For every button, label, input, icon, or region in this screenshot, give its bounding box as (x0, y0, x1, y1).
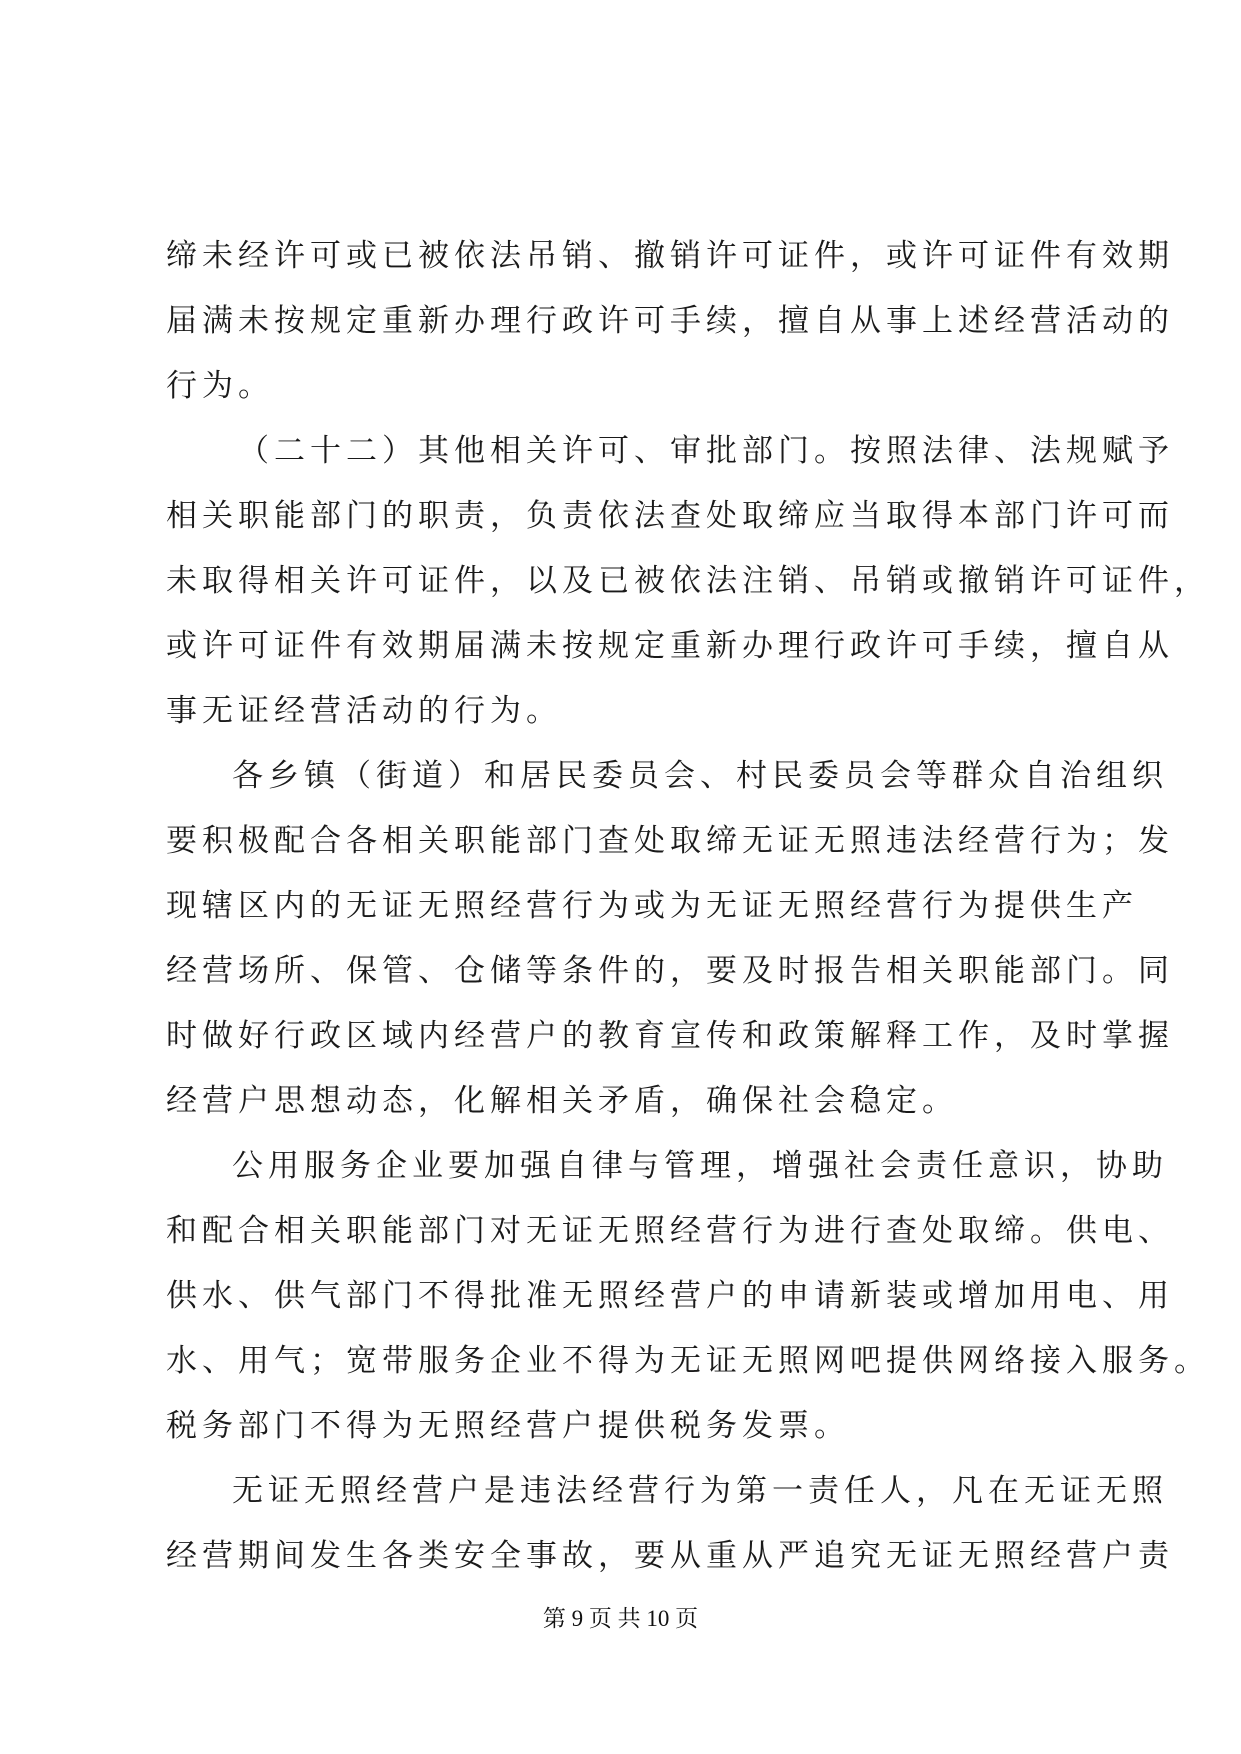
paragraph-first-line: （二十二）其他相关许可、审批部门。按照法律、法规赋予 (238, 433, 1174, 469)
text-line: 现辖区内的无证无照经营行为或为无证无照经营行为提供生产 (166, 888, 1138, 924)
text-line: 事无证经营活动的行为。 (166, 693, 562, 729)
text-line: 未取得相关许可证件，以及已被依法注销、吊销或撤销许可证件， (166, 563, 1210, 599)
text-line: 或许可证件有效期届满未按规定重新办理行政许可手续，擅自从 (166, 628, 1174, 664)
paragraph-first-line: 无证无照经营户是违法经营行为第一责任人，凡在无证无照 (232, 1473, 1168, 1509)
text-line: 缔未经许可或已被依法吊销、撤销许可证件，或许可证件有效期 (166, 238, 1174, 274)
page-number-footer: 第 9 页 共 10 页 (542, 1606, 699, 1631)
text-line: 水、用气；宽带服务企业不得为无证无照网吧提供网络接入服务。 (166, 1343, 1210, 1379)
paragraph-first-line: 公用服务企业要加强自律与管理，增强社会责任意识，协助 (232, 1148, 1168, 1184)
text-line: 和配合相关职能部门对无证无照经营行为进行查处取缔。供电、 (166, 1213, 1174, 1249)
text-line: 届满未按规定重新办理行政许可手续，擅自从事上述经营活动的 (166, 303, 1174, 339)
text-line: 要积极配合各相关职能部门查处取缔无证无照违法经营行为；发 (166, 823, 1174, 859)
text-line: 供水、供气部门不得批准无照经营户的申请新装或增加用电、用 (166, 1278, 1174, 1314)
text-line: 税务部门不得为无照经营户提供税务发票。 (166, 1408, 850, 1444)
text-line: 行为。 (166, 368, 274, 404)
text-line: 经营场所、保管、仓储等条件的，要及时报告相关职能部门。同 (166, 953, 1174, 989)
paragraph-first-line: 各乡镇（街道）和居民委员会、村民委员会等群众自治组织 (232, 758, 1168, 794)
text-line: 经营期间发生各类安全事故，要从重从严追究无证无照经营户责 (166, 1538, 1174, 1574)
text-line: 时做好行政区域内经营户的教育宣传和政策解释工作，及时掌握 (166, 1018, 1174, 1054)
text-line: 经营户思想动态，化解相关矛盾，确保社会稳定。 (166, 1083, 958, 1119)
text-line: 相关职能部门的职责，负责依法查处取缔应当取得本部门许可而 (166, 498, 1174, 534)
document-body (166, 224, 1210, 1589)
